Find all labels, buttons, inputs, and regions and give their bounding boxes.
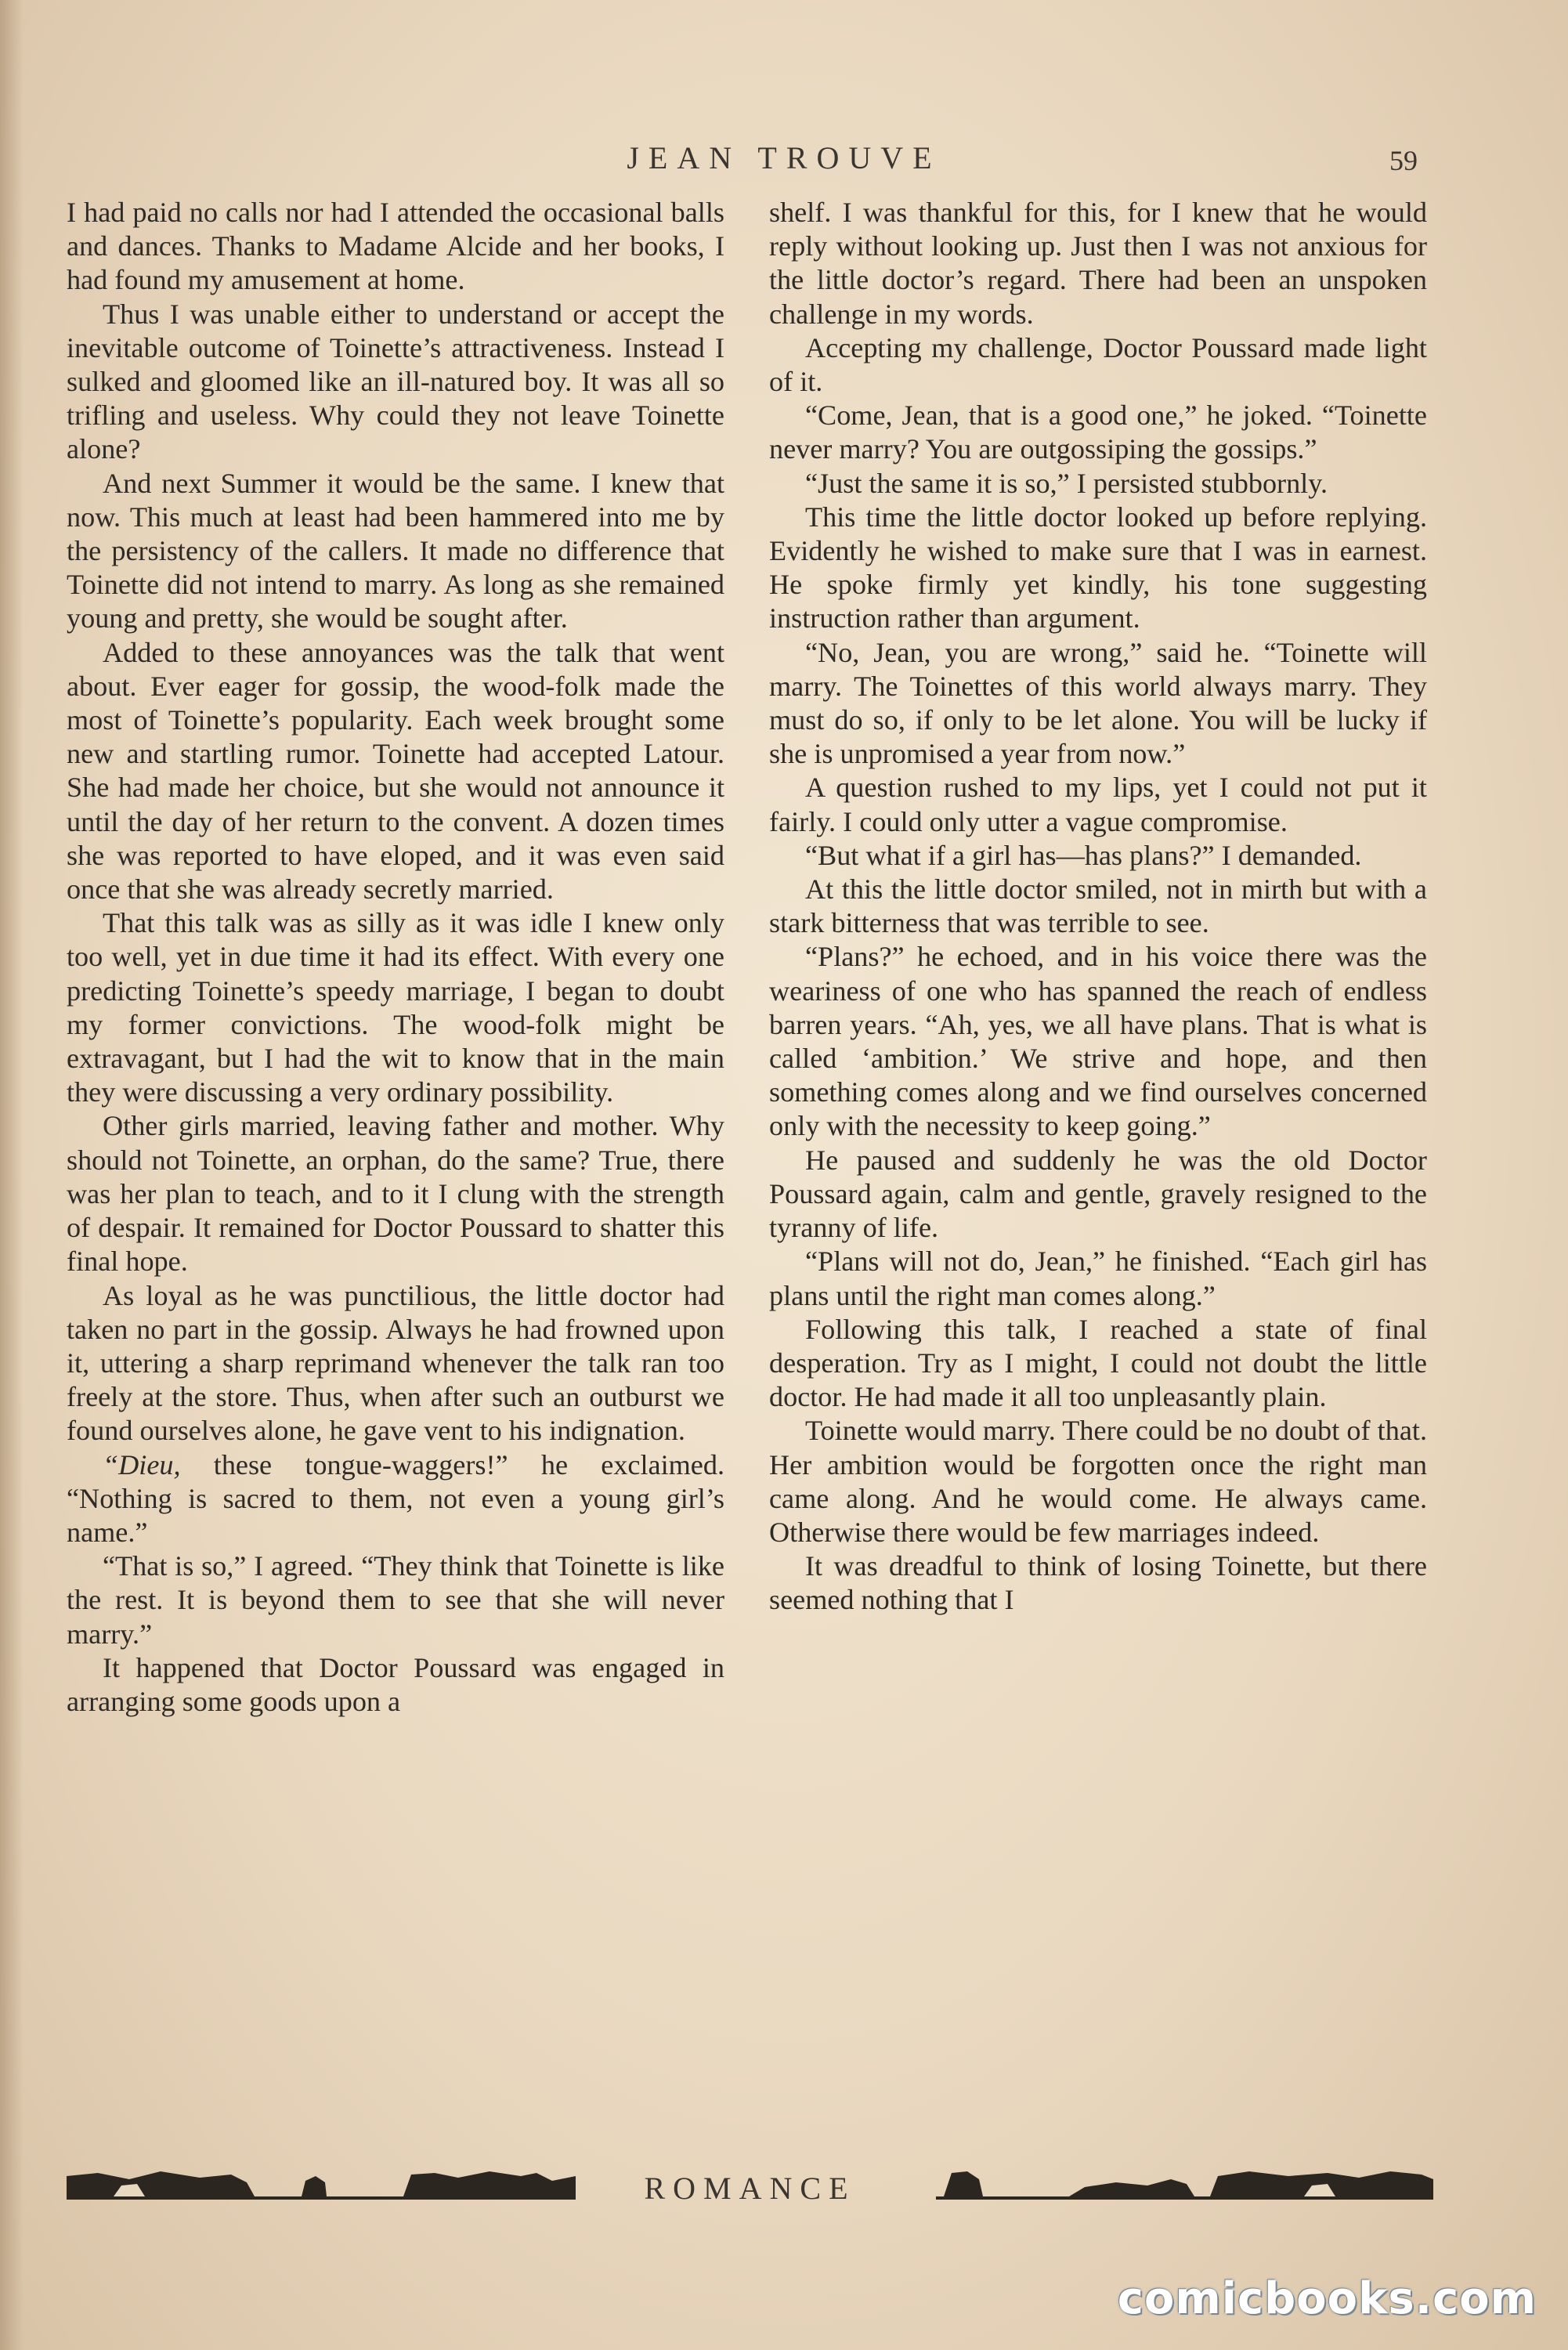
page-edge-shadow [0, 0, 23, 2350]
paragraph: shelf. I was thankful for this, for I knew that he would reply without looking up. Just then I was not anxious for the little doctor’s regard. There had been an unspoken challenge in my words. [769, 197, 1427, 330]
running-head [0, 139, 1568, 186]
paragraph: I had paid no calls nor had I attended the occasional balls and dances. Thanks to Madame Alcide and her books, I had found my amusement at home. [67, 197, 724, 296]
paragraph: “Just the same it is so,” I persisted stubbornly. [805, 467, 1328, 499]
paragraph: “Come, Jean, that is a good one,” he joked. “Toinette never marry? You are outgossiping the gossips.” [769, 400, 1427, 465]
paragraph: Thus I was unable either to understand or accept the inevitable outcome of Toinette’s attractiveness. Instead I sulked and gloomed like an ill-natured boy. It was all so trifling and useless. Why could they not leave Toinette alone? [67, 298, 724, 465]
paragraph: “Plans?” he echoed, and in his voice there was the weariness of one who has spanned the reach of endless barren years. “Ah, yes, we all have plans. That is what is called ‘ambition.’ We strive and hope, and then something comes along and we find ourselves concerned only with the necessity to keep going.” [769, 941, 1427, 1142]
paragraph: “That is so,” I agreed. “They think that Toinette is like the rest. It is beyond them to see that she will never marry.” [67, 1550, 724, 1650]
italic-exclamation: “Dieu, [103, 1448, 181, 1480]
paragraph: “But what if a girl has—has plans?” I demanded. [805, 839, 1362, 871]
paragraph: He paused and suddenly he was the old Doctor Poussard again, calm and gentle, gravely resigned to the tyranny of life. [769, 1144, 1427, 1244]
paragraph: It was dreadful to think of losing Toinette, but there seemed nothing that I [769, 1550, 1427, 1616]
paragraph: As loyal as he was punctilious, the little doctor had taken no part in the gossip. Always he had frowned upon it, uttering a sharp reprimand whenever the talk ran too freely at the store. Thus, when after such an outburst we found ourselves alone, he gave vent to his indignation. [67, 1279, 724, 1447]
page-number: 59 [1389, 145, 1418, 176]
paragraph: “No, Jean, you are wrong,” said he. “Toinette will marry. The Toinettes of this world always marry. They must do so, if only to be let alone. You will be lucky if she is unpromised a year from now.” [769, 636, 1427, 770]
footer [67, 2160, 1433, 2211]
paragraph: Toinette would marry. There could be no doubt of that. Her ambition would be forgotten once the right man came along. And he would come. He always came. Otherwise there would be few marriages indeed. [769, 1415, 1427, 1548]
paragraph: At this the little doctor smiled, not in mirth but with a stark bitterness that was terrible to see. [769, 873, 1427, 939]
paragraph: A question rushed to my lips, yet I could not put it fairly. I could only utter a vague compromise. [769, 772, 1427, 837]
paragraph [67, 1448, 724, 1550]
left-column [67, 196, 724, 1719]
decorative-frieze-right [936, 2168, 1433, 2201]
paragraph: Accepting my challenge, Doctor Poussard made light of it. [769, 331, 1427, 398]
paragraph: It happened that Doctor Poussard was engaged in arranging some goods upon a [67, 1651, 724, 1717]
paragraph: Added to these annoyances was the talk that went about. Ever eager for gossip, the wood-folk made the most of Toinette’s popularity. Each week brought some new and startling rumor. Toinette had accepted Latour. She had made her choice, but she would not announce it until the day of her return to the convent. A dozen times she was reported to have eloped, and it was even said once that she was already secretly married. [67, 636, 724, 906]
magazine-title: ROMANCE [644, 2171, 856, 2206]
paragraph: This time the little doctor looked up before replying. Evidently he wished to make sure that I was in earnest. He spoke firmly yet kindly, his tone suggesting instruction rather than argument. [769, 501, 1427, 634]
right-column [769, 196, 1427, 1618]
paragraph: Following this talk, I reached a state of final desperation. Try as I might, I could not doubt the little doctor. He had made it all too unpleasantly plain. [769, 1313, 1427, 1413]
watermark: comicbooks.com [1117, 2273, 1537, 2324]
paragraph: And next Summer it would be the same. I knew that now. This much at least had been hammered into me by the persistency of the callers. It made no difference that Toinette did not intend to marry. As long as she remained young and pretty, she would be sought after. [67, 467, 724, 634]
paragraph: That this talk was as silly as it was idle I knew only too well, yet in due time it had its effect. With every one predicting Toinette’s speedy marriage, I began to doubt my former convictions. The wood-folk might be extravagant, but I had the wit to know that in the main they were discussing a very ordinary possibility. [67, 907, 724, 1108]
paragraph: Other girls married, leaving father and mother. Why should not Toinette, an orphan, do the same? True, there was her plan to teach, and to it I clung with the strength of despair. It remained for Doctor Poussard to shatter this final hope. [67, 1110, 724, 1278]
running-title: JEAN TROUVE [627, 140, 941, 175]
paragraph-text: these tongue-waggers!” he exclaimed. “Nothing is sacred to them, not even a young girl’s name.” [67, 1448, 724, 1548]
paragraph: “Plans will not do, Jean,” he finished. “Each girl has plans until the right man comes along.” [769, 1246, 1427, 1311]
